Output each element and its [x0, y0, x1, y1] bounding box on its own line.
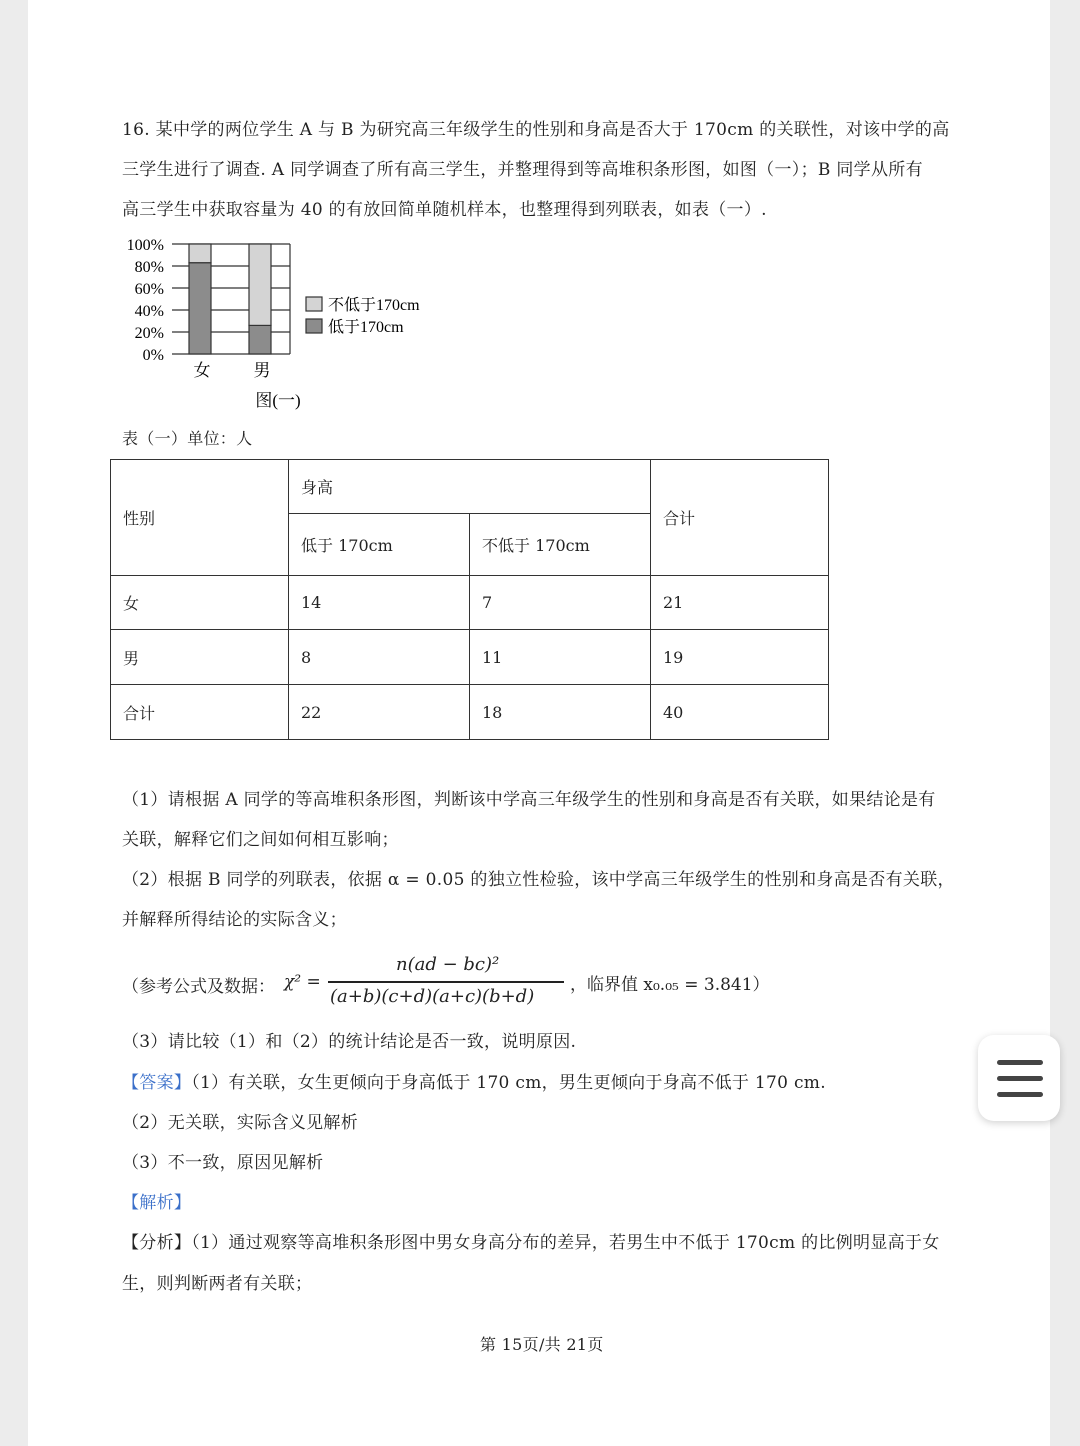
- answer-1: （1）有关联，女生更倾向于身高低于 170 cm，男生更倾向于身高不低于 170 cm.: [191, 1073, 826, 1093]
- fenxi-text-1: （1）通过观察等高堆积条形图中男女身高分布的差异，若男生中不低于 170cm 的比例明显高于女: [191, 1233, 940, 1253]
- fenxi-tag: 【分析】: [122, 1233, 192, 1253]
- menu-button[interactable]: [978, 1035, 1060, 1121]
- formula-prefix: （参考公式及数据：: [122, 977, 275, 997]
- bar-segment: [249, 325, 271, 354]
- question-line-2: 三学生进行了调查. A 同学调查了所有高三学生，并整理得到等高堆积条形图，如图（一）；B 同学从所有: [122, 160, 923, 180]
- critical-value: ，临界值 x₀.₀₅ = 3.841）: [570, 975, 770, 995]
- part-2-line-2: 并解释所得结论的实际含义；: [122, 910, 347, 930]
- part-2-line-1: （2）根据 B 同学的列联表，依据 α = 0.05 的独立性检验，该中学高三年级学生的性别和身高是否有关联，: [122, 870, 955, 890]
- bar-segment: [189, 244, 211, 263]
- cell-low: 14: [289, 576, 470, 630]
- question-line-3: 高三学生中获取容量为 40 的有放回简单随机样本，也整理得到列联表，如表（一）.: [122, 200, 767, 220]
- header-high: 不低于 170cm: [470, 514, 651, 576]
- fraction-bar: [328, 981, 564, 983]
- cell-total: 19: [651, 630, 829, 685]
- legend-label: 不低于170cm: [328, 297, 420, 314]
- header-low: 低于 170cm: [289, 514, 470, 576]
- answer-line-1: [122, 1073, 826, 1093]
- menu-icon-bar: [997, 1060, 1043, 1065]
- part-1-line-1: （1）请根据 A 同学的等高堆积条形图，判断该中学高三年级学生的性别和身高是否有关联，如果结论是有: [122, 790, 936, 810]
- cell-low: 22: [289, 685, 470, 740]
- question-line-1: 16. 某中学的两位学生 A 与 B 为研究高三年级学生的性别和身高是否大于 170cm 的关联性，对该中学的高: [122, 120, 950, 140]
- y-tick-label: 100%: [126, 237, 164, 254]
- chart-caption: 图(一): [255, 391, 301, 410]
- header-height: 身高: [289, 460, 651, 514]
- y-tick-label: 20%: [134, 325, 164, 342]
- part-1-line-2: 关联，解释它们之间如何相互影响；: [122, 830, 399, 850]
- y-tick-label: 60%: [134, 281, 164, 298]
- stacked-bar-chart: [110, 232, 470, 417]
- analysis-tag: 【解析】: [122, 1193, 192, 1213]
- y-tick-label: 80%: [134, 259, 164, 276]
- chi-square-symbol: χ² =: [284, 972, 321, 992]
- cell-high: 18: [470, 685, 651, 740]
- cell-high: 7: [470, 576, 651, 630]
- header-total: 合计: [651, 460, 829, 576]
- x-category-label: 男: [253, 361, 271, 381]
- row-label: 女: [111, 576, 289, 630]
- table-row: [111, 630, 829, 685]
- header-gender: 性别: [111, 460, 289, 576]
- table-row: [111, 576, 829, 630]
- y-tick-label: 0%: [142, 347, 164, 364]
- menu-icon-bar: [997, 1076, 1043, 1081]
- bar-segment: [189, 263, 211, 354]
- cell-low: 8: [289, 630, 470, 685]
- legend-swatch: [306, 319, 322, 333]
- row-label: 合计: [111, 685, 289, 740]
- cell-high: 11: [470, 630, 651, 685]
- fenxi-line-2: 生，则判断两者有关联；: [122, 1274, 313, 1294]
- row-label: 男: [111, 630, 289, 685]
- bar-segment: [249, 244, 271, 325]
- table-row: [111, 685, 829, 740]
- table-caption: 表（一）单位：人: [122, 429, 253, 448]
- cell-total: 40: [651, 685, 829, 740]
- legend-swatch: [306, 297, 322, 311]
- y-tick-label: 40%: [134, 303, 164, 320]
- fenxi-line-1: [122, 1233, 940, 1253]
- menu-icon-bar: [997, 1092, 1043, 1097]
- cell-total: 21: [651, 576, 829, 630]
- contingency-table: [110, 459, 829, 740]
- answer-2: （2）无关联，实际含义见解析: [122, 1113, 359, 1133]
- part-3: （3）请比较（1）和（2）的统计结论是否一致，说明原因.: [122, 1032, 577, 1052]
- page-footer: 第 15页/共 21页: [480, 1335, 604, 1354]
- answer-3: （3）不一致，原因见解析: [122, 1153, 324, 1173]
- legend-label: 低于170cm: [328, 319, 404, 336]
- formula-denominator: (a+b)(c+d)(a+c)(b+d): [330, 986, 535, 1007]
- answer-tag: 【答案】: [122, 1073, 192, 1093]
- formula-numerator: n(ad − bc)²: [396, 954, 500, 975]
- x-category-label: 女: [193, 361, 211, 381]
